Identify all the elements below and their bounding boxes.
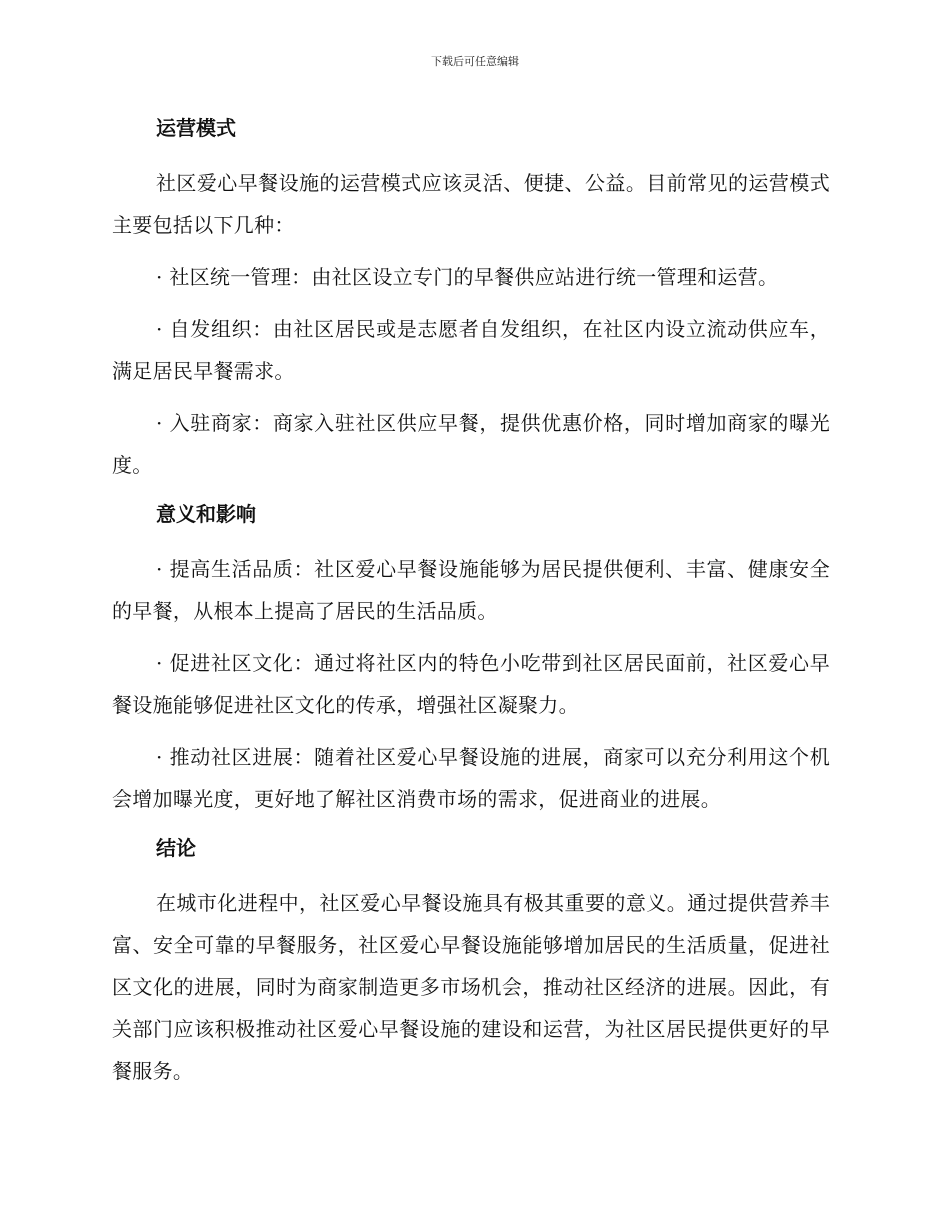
bullet-paragraph: · 提高生活品质：社区爱心早餐设施能够为居民提供便利、丰富、健康安全的早餐，从根本上提高了居民的生活品质。 <box>112 557 830 623</box>
section-significance <box>112 496 830 820</box>
bullet-paragraph: · 自发组织：由社区居民或是志愿者自发组织，在社区内设立流动供应车，满足居民早餐需求。 <box>112 317 830 383</box>
section-heading: 运营模式 <box>156 116 236 140</box>
section-conclusion <box>112 830 830 1092</box>
paragraph: 在城市化进程中，社区爱心早餐设施具有极其重要的意义。通过提供营养丰富、安全可靠的早餐服务，社区爱心早餐设施能够增加居民的生活质量，促进社区文化的进展，同时为商家制造更多市场机会，推动社区经济的进展。因此，有关部门应该积极推动社区爱心早餐设施的建设和运营，为社区居民提供更好的早餐服务。 <box>112 891 830 1083</box>
bullet-paragraph: · 社区统一管理：由社区设立专门的早餐供应站进行统一管理和运营。 <box>156 265 779 289</box>
section-operation-mode <box>112 110 830 486</box>
bullet-paragraph: · 促进社区文化：通过将社区内的特色小吃带到社区居民面前，社区爱心早餐设施能够促进社区文化的传承，增强社区凝聚力。 <box>112 651 830 717</box>
header-note: 下载后可任意编辑 <box>431 55 519 68</box>
paragraph: 社区爱心早餐设施的运营模式应该灵活、便捷、公益。目前常见的运营模式主要包括以下几种： <box>112 171 830 237</box>
document-body <box>112 110 830 1102</box>
bullet-paragraph: · 入驻商家：商家入驻社区供应早餐，提供优惠价格，同时增加商家的曝光度。 <box>112 411 830 477</box>
section-heading: 意义和影响 <box>156 502 256 526</box>
bullet-paragraph: · 推动社区进展：随着社区爱心早餐设施的进展，商家可以充分利用这个机会增加曝光度，更好地了解社区消费市场的需求，促进商业的进展。 <box>112 745 830 811</box>
section-heading: 结论 <box>156 836 196 860</box>
